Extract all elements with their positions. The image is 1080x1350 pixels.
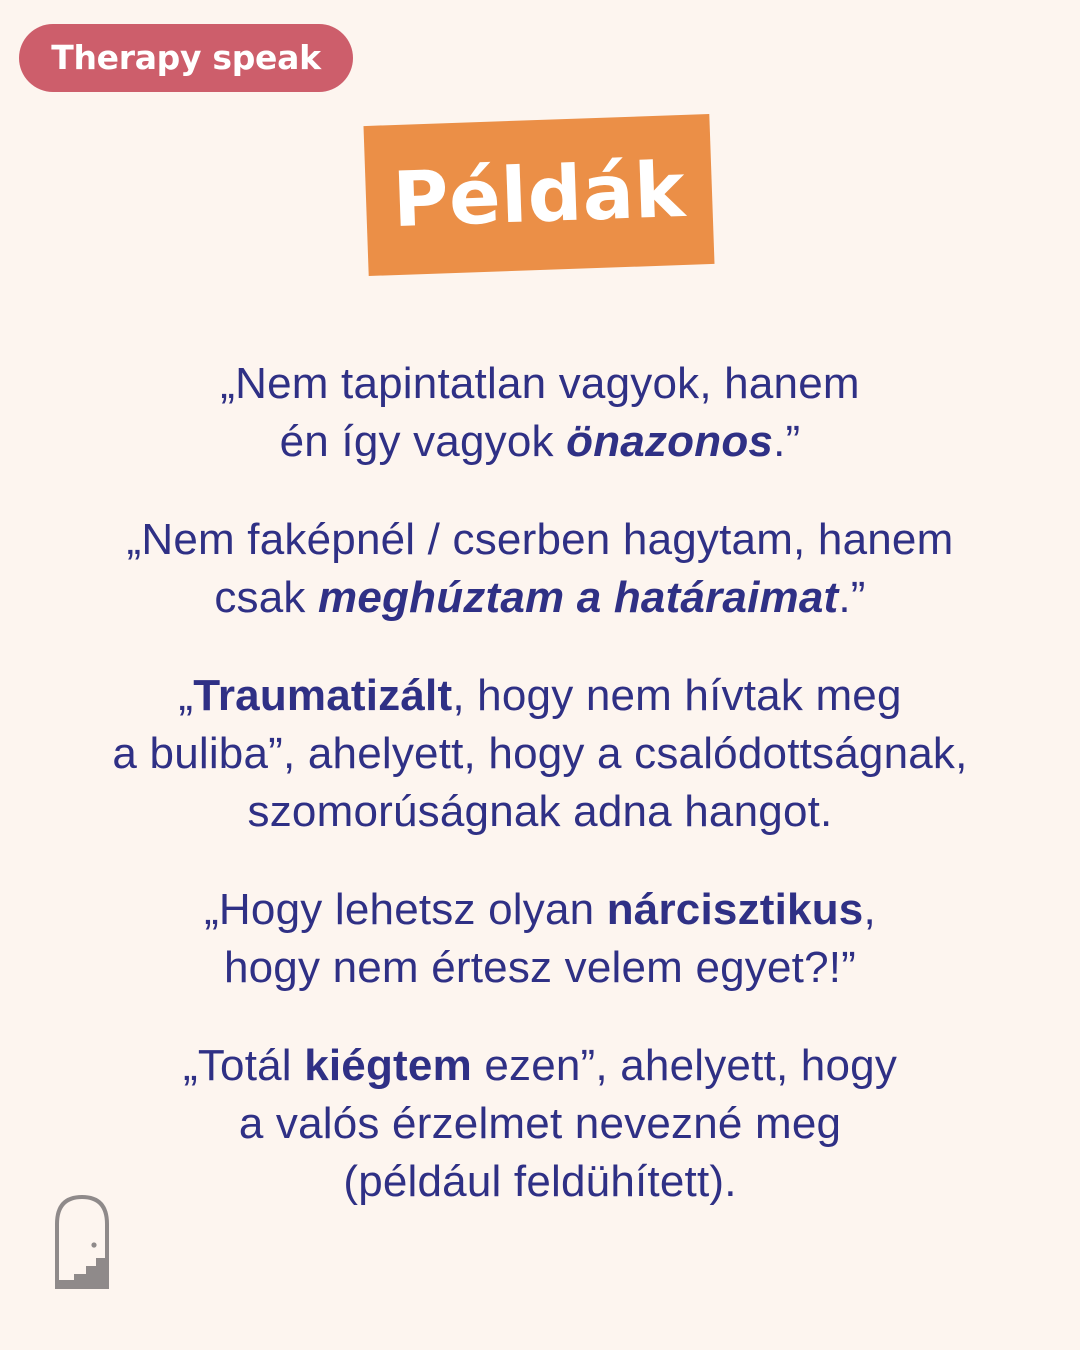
example-line — [20, 1095, 1060, 1153]
example-line — [20, 355, 1060, 413]
page-title: Példák — [391, 144, 687, 245]
example-quote — [20, 355, 1060, 471]
quote-text: én így vagyok — [279, 417, 567, 466]
highlighted-term: nárcisztikus — [606, 885, 864, 934]
highlighted-term: önazonos — [566, 417, 774, 466]
quote-text: a buliba”, ahelyett, hogy a csalódottságnak, — [112, 729, 968, 778]
example-line — [20, 569, 1060, 627]
quote-text: , — [863, 885, 876, 934]
category-tag-label: Therapy speak — [51, 38, 321, 77]
quote-text: ezen”, ahelyett, hogy — [471, 1041, 898, 1090]
quote-text: a valós érzelmet nevezné meg — [238, 1099, 842, 1148]
example-quote — [20, 881, 1060, 997]
example-line — [20, 511, 1060, 569]
quote-text: szomorúságnak adna hangot. — [247, 787, 833, 836]
example-line — [20, 783, 1060, 841]
quote-text: „Nem faképnél / cserben hagytam, hanem — [126, 515, 954, 564]
highlighted-term: kiégtem — [304, 1041, 472, 1090]
quote-text: csak — [214, 573, 319, 622]
example-line — [20, 413, 1060, 471]
category-tag — [19, 24, 353, 92]
quote-text: „Totál — [182, 1041, 305, 1090]
example-line — [20, 1037, 1060, 1095]
quote-text: „ — [178, 671, 194, 720]
quote-text: .” — [773, 417, 801, 466]
examples-list — [20, 355, 1060, 1251]
highlighted-term: meghúztam a határaimat — [318, 573, 839, 622]
example-line — [20, 725, 1060, 783]
example-line — [20, 881, 1060, 939]
example-line — [20, 939, 1060, 997]
example-line — [20, 1153, 1060, 1211]
example-quote — [20, 667, 1060, 841]
example-line — [20, 667, 1060, 725]
quote-text: „Nem tapintatlan vagyok, hanem — [220, 359, 860, 408]
door-stairs-logo-icon — [52, 1192, 112, 1292]
example-quote — [20, 511, 1060, 627]
quote-text: „Hogy lehetsz olyan — [204, 885, 607, 934]
quote-text: .” — [838, 573, 866, 622]
quote-text: , hogy nem hívtak meg — [452, 671, 902, 720]
example-quote — [20, 1037, 1060, 1211]
quote-text: (például feldühített). — [343, 1157, 737, 1206]
quote-text: hogy nem értesz velem egyet?!” — [223, 943, 857, 992]
highlighted-term: Traumatizált — [193, 671, 453, 720]
